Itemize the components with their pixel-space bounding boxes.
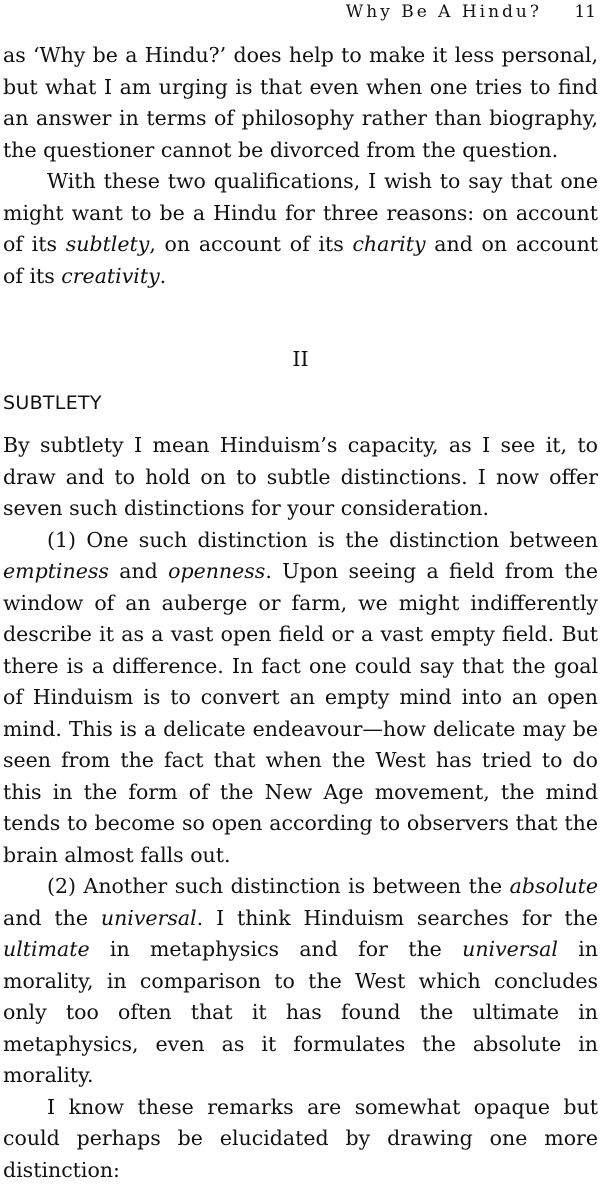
running-head-title: Why Be A Hindu?: [346, 2, 542, 22]
paragraph-4: [3, 525, 598, 872]
paragraph-5-text: in morality, in comparison to the West which concludes only too often that it has found the ultimate in metaphysics, even as it formulates the absolute in morality.: [3, 937, 598, 1087]
paragraph-5-text: . I think Hinduism searches for the: [197, 906, 598, 930]
emphasis-ultimate: ultimate: [3, 937, 90, 961]
running-head: [0, 0, 600, 24]
emphasis-charity: charity: [352, 232, 425, 256]
paragraph-5-text: (2) Another such distinction is between the: [47, 874, 510, 898]
paragraph-2-text: With these two qualifications, I wish to say that one might want to be a Hindu for three reasons: on account of its: [3, 169, 598, 256]
paragraph-5-text: in metaphysics and for the: [90, 937, 463, 961]
emphasis-creativity: creativity: [61, 264, 159, 288]
paragraph-2-text: , on account of its: [149, 232, 352, 256]
paragraph-4-text: . Upon seeing a field from the window of an auberge or farm, we might indifferently describe it as a vast open field or a vast empty field. But there is a difference. In fact one could say that the goal of Hinduism is to convert an empty mind into an open mind. This is a delicate endeavour—how delicate may be seen from the fact that when the West has tried to do this in the form of the New Age movement, the mind tends to become so open according to observers that the brain almost falls out.: [3, 559, 598, 867]
paragraph-2-text: .: [160, 264, 167, 288]
paragraph-3: By subtlety I mean Hinduism’s capacity, as I see it, to draw and to hold on to subtle distinctions. I now offer seven such distinctions for your consideration.: [3, 430, 598, 525]
paragraph-4-text: and: [109, 559, 168, 583]
emphasis-subtlety: subtlety: [66, 232, 150, 256]
emphasis-universal: universal: [462, 937, 558, 961]
paragraph-5-text: and the: [3, 906, 101, 930]
section-heading: SUBTLETY: [3, 388, 598, 420]
paragraph-1: as ‘Why be a Hindu?’ does help to make it less personal, but what I am urging is that even when one tries to find an answer in terms of philosophy rather than biography, the questioner cannot be divorced from the question.: [3, 40, 598, 166]
page-body: [3, 40, 598, 1186]
section-number: II: [3, 344, 598, 376]
emphasis-universal: universal: [101, 906, 197, 930]
emphasis-absolute: absolute: [510, 874, 598, 898]
paragraph-2: [3, 166, 598, 292]
paragraph-4-text: (1) One such distinction is the distinction between: [47, 528, 598, 552]
emphasis-openness: openness: [168, 559, 265, 583]
emphasis-emptiness: emptiness: [3, 559, 109, 583]
paragraph-2-text: and on account of its: [3, 232, 598, 288]
paragraph-6: I know these remarks are somewhat opaque but could perhaps be elucidated by drawing one more distinction:: [3, 1092, 598, 1186]
page-number: 11: [574, 2, 596, 22]
paragraph-5: [3, 871, 598, 1092]
